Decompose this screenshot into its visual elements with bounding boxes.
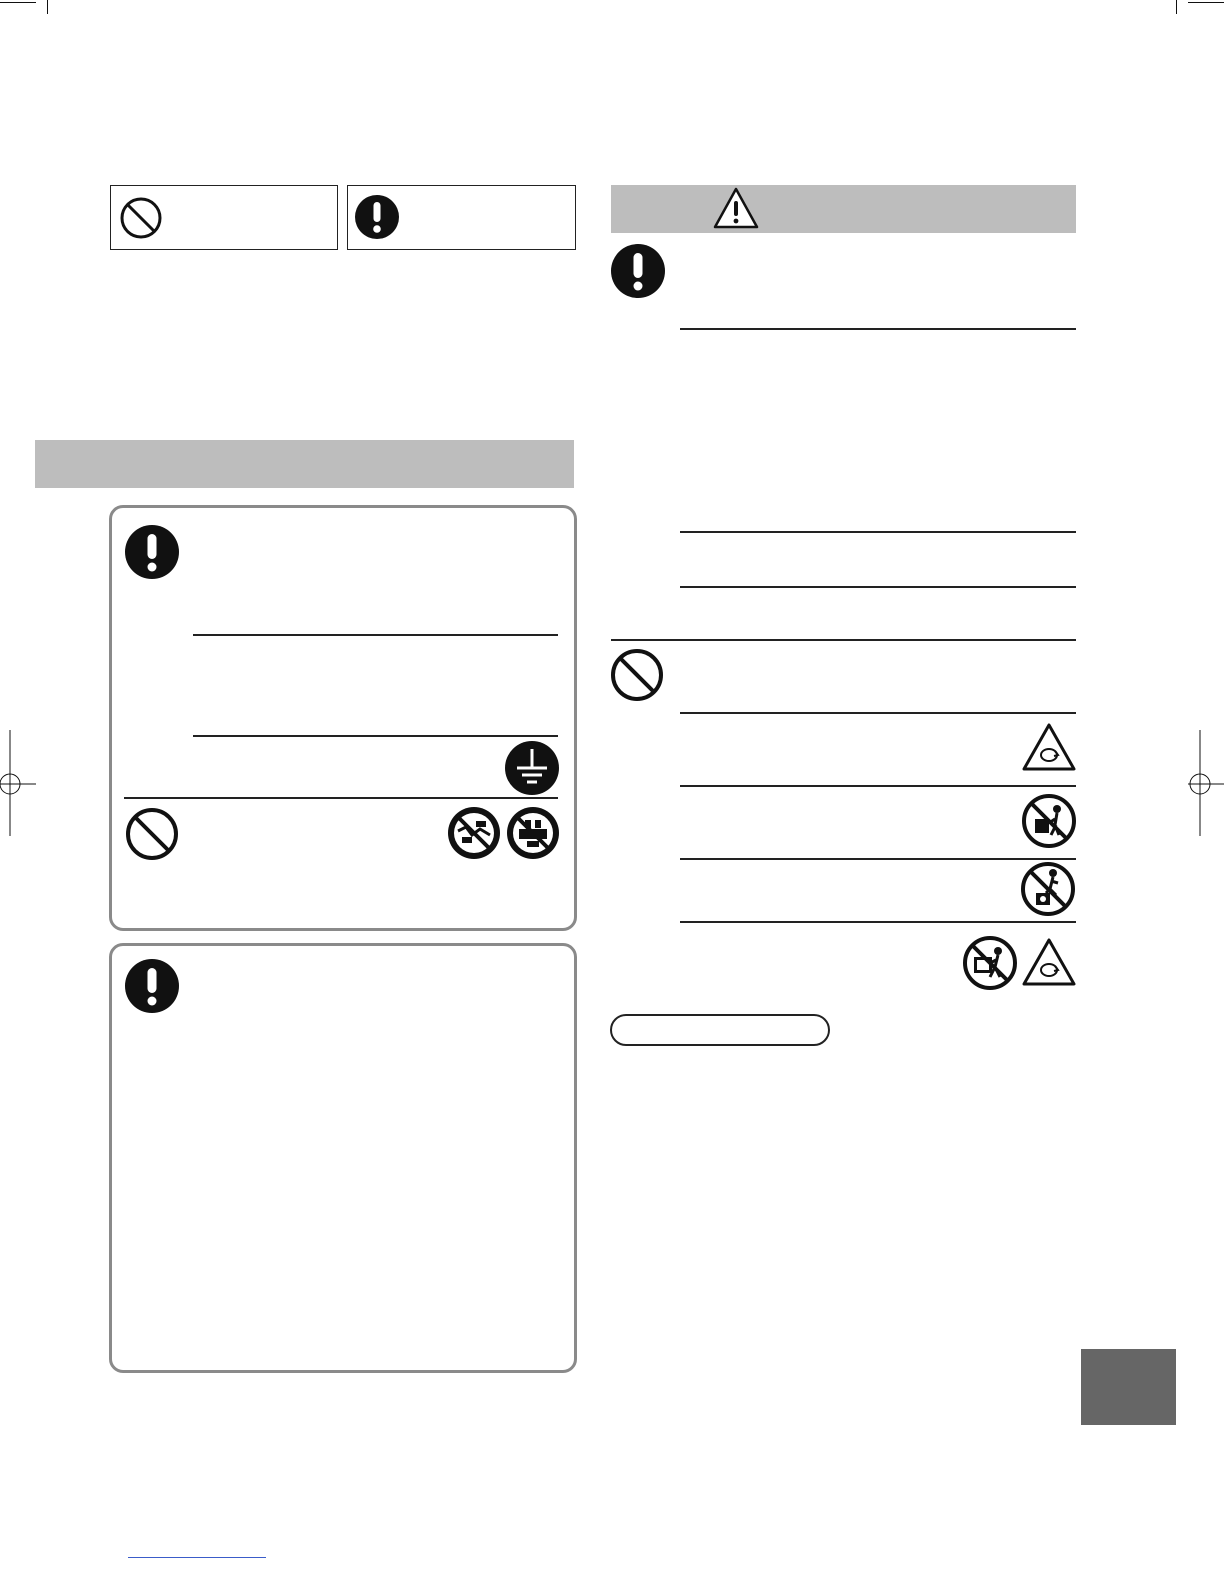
note-pill-box — [610, 1014, 830, 1046]
no-touch-icon — [962, 935, 1018, 991]
rotating-hazard-icon — [1021, 937, 1077, 987]
ground-icon — [504, 740, 560, 796]
registration-mark-right — [1184, 730, 1224, 840]
prohibited-icon — [119, 196, 163, 240]
no-modify-cable-icon — [446, 805, 502, 861]
footer-link-underline — [128, 1557, 266, 1558]
section-header-bar-left — [35, 440, 574, 488]
prohibited-icon — [609, 647, 665, 703]
divider — [680, 921, 1076, 923]
divider — [680, 858, 1076, 860]
divider — [193, 735, 558, 737]
mandatory-icon — [354, 194, 400, 240]
prohibited-icon — [124, 806, 180, 862]
mandatory-icon — [610, 243, 666, 299]
crop-mark-top-left-v — [47, 0, 48, 14]
no-climb-icon — [1020, 861, 1076, 917]
divider — [680, 785, 1076, 787]
divider — [680, 531, 1076, 533]
divider — [680, 712, 1076, 714]
section-header-bar-right — [611, 185, 1076, 233]
warning-triangle-icon — [712, 186, 760, 230]
divider — [611, 639, 1076, 641]
divider — [193, 634, 558, 636]
page-section-tab — [1081, 1349, 1176, 1425]
legend-prohibited-box — [110, 185, 338, 250]
registration-mark-left — [0, 730, 40, 840]
no-entry-person-icon — [1021, 793, 1077, 849]
no-modify-plug-icon — [505, 805, 561, 861]
mandatory-icon — [124, 524, 180, 580]
divider — [680, 586, 1076, 588]
crop-mark-top-left — [0, 2, 36, 3]
mandatory-icon — [124, 958, 180, 1014]
divider — [124, 797, 558, 799]
crop-mark-top-right-v — [1176, 0, 1177, 14]
legend-mandatory-box — [347, 185, 576, 250]
crop-mark-top-right — [1188, 2, 1224, 3]
divider — [680, 328, 1076, 330]
rotating-hazard-icon — [1021, 722, 1077, 772]
